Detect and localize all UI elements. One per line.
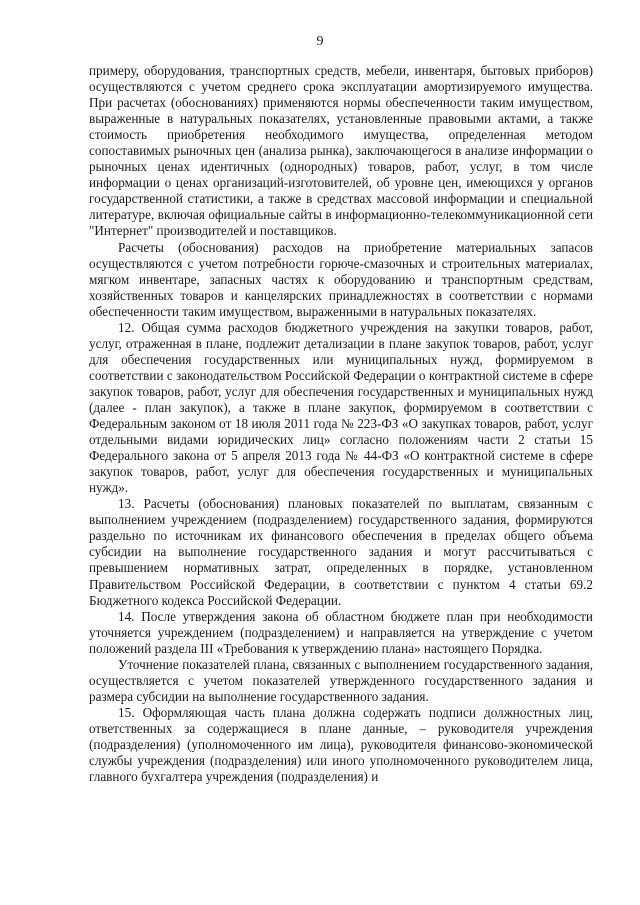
paragraph-15-signatures: 15. Оформляющая часть плана должна содержать подписи должностных лиц, ответственных за содержащиеся в плане данные, – руководителя учреждения (подразделения) (уполномоченного им лица), руководителя финансово-экономической службы учреждения (подразделения) или иного уполномоченного руководителем лица, главного бухгалтера учреждения (подразделения) и: [89, 704, 593, 785]
page-number: 9: [316, 34, 324, 49]
paragraph-continuation: примеру, оборудования, транспортных средств, мебели, инвентаря, бытовых приборов) осуществляются с учетом среднего срока эксплуатации амортизируемого имущества. При расчетах (обоснованиях) применяются нормы обеспеченности таким имуществом, выраженные в натуральных показателях, установленные правовыми актами, а также стоимость приобретения необходимого имущества, определенная методом сопоставимых рыночных цен (анализа рынка), заключающегося в анализе информации о рыночных ценах идентичных (однородных) товаров, работ, услуг, в том числе информации о ценах организаций-изготовителей, об уровне цен, имеющихся у органов государственной статистики, а также в средствах массовой информации и специальной литературе, включая официальные сайты в информационно-телекоммуникационной сети "Интернет" производителей и поставщиков.: [89, 63, 593, 239]
document-body: [89, 63, 593, 785]
paragraph-material-reserves: Расчеты (обоснования) расходов на приобретение материальных запасов осуществляются с учетом потребности горюче-смазочных и строительных материалах, мягком инвентаре, запасных частях к оборудованию и транспортным средствам, хозяйственных товаров и канцелярских принадлежностях в соответствии с нормами обеспеченности таким имуществом, выраженными в натуральных показателях.: [89, 239, 593, 319]
paragraph-13-calculations: 13. Расчеты (обоснования) плановых показателей по выплатам, связанным с выполнением учреждением (подразделением) государственного задания, формируются раздельно по источникам их финансового обеспечения в пределах общего объема субсидии на выполнение государственного задания и могут рассчитываться с превышением нормативных затрат, определенных в порядке, установленном Правительством Российской Федерации, в соответствии с пунктом 4 статьи 69.2 Бюджетного кодекса Российской Федерации.: [89, 496, 593, 608]
paragraph-12-procurement: 12. Общая сумма расходов бюджетного учреждения на закупки товаров, работ, услуг, отраженная в плане, подлежит детализации в плане закупок товаров, работ, услуг для обеспечения государственных или муниципальных нужд, формируемом в соответствии с законодательством Российской Федерации о контрактной системе в сфере закупок товаров, работ, услуг для обеспечения государственных и муниципальных нужд (далее - план закупок), а также в плане закупок, формируемом в соответствии с Федеральным законом от 18 июля 2011 года № 223-ФЗ «О закупках товаров, работ, услуг отдельными видами юридических лиц» согласно положениям части 2 статьи 15 Федерального закона от 5 апреля 2013 года № 44-ФЗ «О контрактной системе в сфере закупок товаров, работ, услуг для обеспечения государственных и муниципальных нужд».: [89, 319, 593, 496]
paragraph-plan-clarification: Уточнение показателей плана, связанных с выполнением государственного задания, осуществляется с учетом показателей утвержденного государственного задания и размера субсидии на выполнение государственного задания.: [89, 656, 593, 704]
paragraph-14-approval: 14. После утверждения закона об областном бюджете план при необходимости уточняется учреждением (подразделением) и направляется на утверждение с учетом положений раздела III «Требования к утверждению плана» настоящего Порядка.: [89, 608, 593, 656]
